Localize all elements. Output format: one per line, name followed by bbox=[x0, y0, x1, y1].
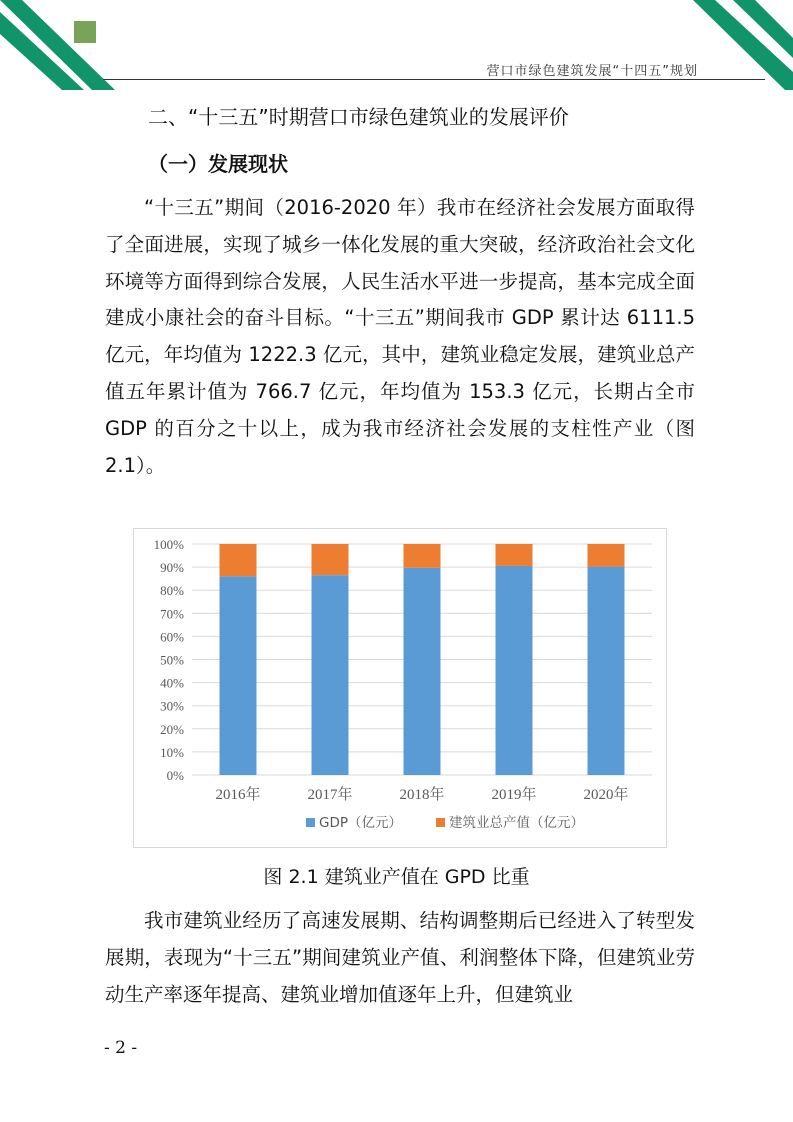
bar-construction-output bbox=[588, 544, 625, 567]
section-heading: 二、“十三五”时期营口市绿色建筑业的发展评价 bbox=[148, 105, 569, 129]
figure-caption: 图 2.1 建筑业产值在 GPD 比重 bbox=[263, 866, 530, 888]
bar-gdp bbox=[312, 575, 349, 775]
x-tick-label: 2019年 bbox=[491, 787, 537, 803]
stacked-bar-chart bbox=[133, 528, 667, 848]
legend-swatch bbox=[436, 818, 445, 827]
corner-decoration-left bbox=[0, 0, 115, 90]
chart-svg bbox=[134, 529, 666, 847]
y-tick-label: 40% bbox=[160, 675, 184, 691]
legend-swatch bbox=[306, 818, 315, 827]
bar-gdp bbox=[404, 568, 441, 775]
bar-gdp bbox=[588, 567, 625, 775]
bar-construction-output bbox=[496, 544, 533, 566]
y-tick-label: 80% bbox=[160, 583, 184, 599]
legend-label: GDP（亿元） bbox=[319, 815, 402, 831]
y-tick-label: 100% bbox=[153, 537, 184, 552]
header-rule bbox=[103, 79, 765, 80]
x-tick-label: 2018年 bbox=[399, 787, 445, 803]
bar-gdp bbox=[496, 566, 533, 775]
running-header: 营口市绿色建筑发展“十四五”规划 bbox=[486, 64, 698, 79]
bar-construction-output bbox=[404, 544, 441, 568]
y-tick-label: 20% bbox=[160, 721, 184, 737]
y-tick-label: 0% bbox=[166, 768, 184, 783]
y-tick-label: 30% bbox=[160, 698, 184, 714]
bar-gdp bbox=[220, 576, 257, 775]
x-tick-label: 2020年 bbox=[583, 787, 629, 803]
x-tick-label: 2016年 bbox=[215, 787, 261, 803]
page-number: - 2 - bbox=[104, 1038, 138, 1058]
bar-construction-output bbox=[312, 544, 349, 575]
y-tick-label: 70% bbox=[160, 606, 184, 622]
subsection-heading: （一）发展现状 bbox=[148, 152, 288, 176]
legend-label: 建筑业总产值（亿元） bbox=[449, 815, 584, 831]
y-tick-label: 90% bbox=[160, 560, 184, 576]
y-tick-label: 50% bbox=[160, 652, 184, 668]
header-square-mark bbox=[74, 21, 96, 43]
corner-decoration-right bbox=[693, 0, 793, 90]
y-tick-label: 10% bbox=[160, 744, 184, 760]
body-paragraph: “十三五”期间（2016-2020 年）我市在经济社会发展方面取得了全面进展，实现了城乡一体化发展的重大突破，经济政治社会文化环境等方面得到综合发展，人民生活水平进一步提高，基本完成全面建成小康社会的奋斗目标。“十三五”期间我市 GDP 累计达 6111.5 亿元，年均值为 1222.3 亿元，其中，建筑业稳定发展，建筑业总产值五年累计值为 766.7 亿元，年均值为 153.3 亿元，长期占全市 GDP 的百分之十以上，成为我市经济社会发展的支柱性产业（图 2.1）。 bbox=[105, 196, 695, 477]
body-paragraph: 我市建筑业经历了高速发展期、结构调整期后已经进入了转型发展期，表现为“十三五”期间建筑业产值、利润整体下降，但建筑业劳动生产率逐年提高、建筑业增加值逐年上升，但建筑业 bbox=[105, 909, 695, 1006]
y-tick-label: 60% bbox=[160, 629, 184, 645]
bar-construction-output bbox=[220, 544, 257, 576]
x-tick-label: 2017年 bbox=[307, 787, 353, 803]
